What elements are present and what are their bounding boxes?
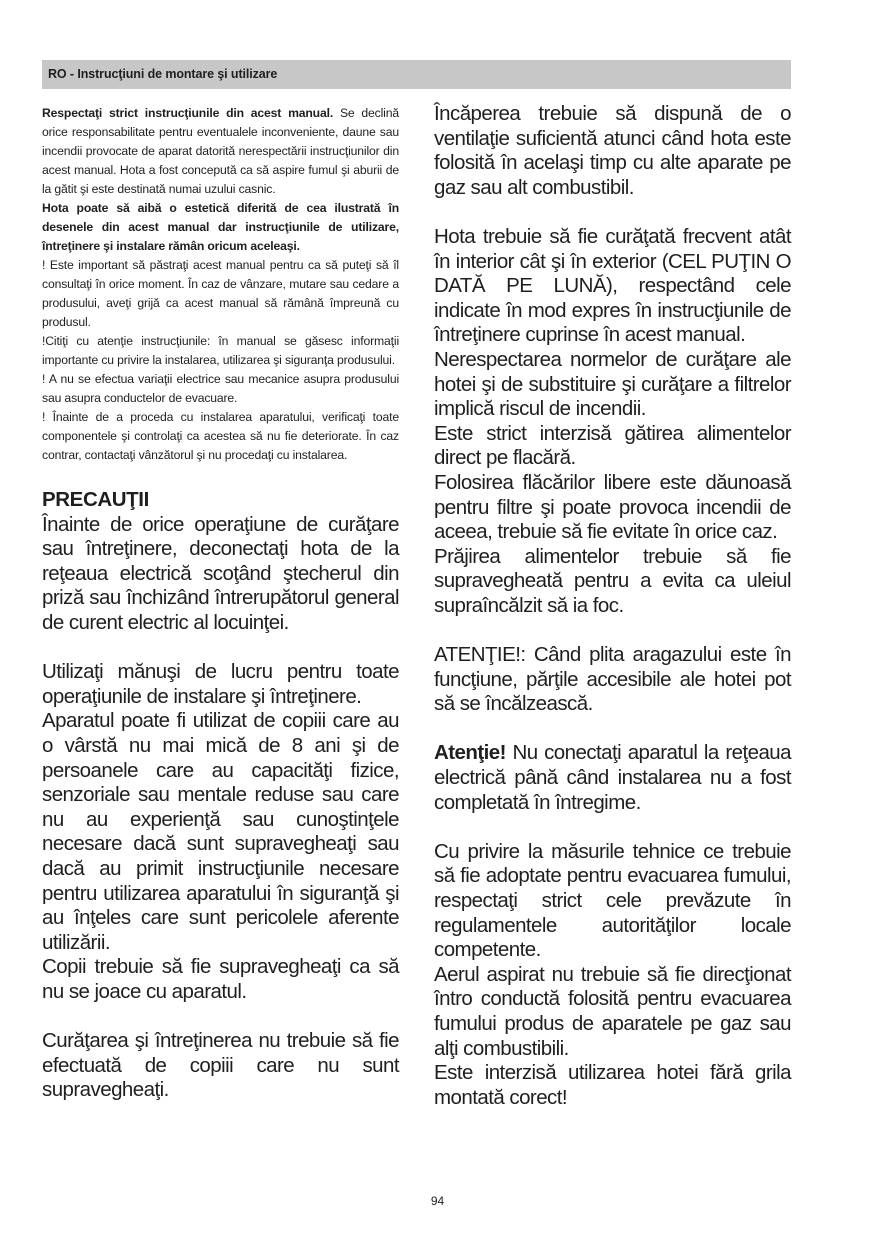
precautions-heading: PRECAUŢII [42, 488, 149, 511]
check-components-note: ! Înainte de a proceda cu instalarea aparatului, verificaţi toate componentele şi controlaţi ca acestea să nu fie deteriorate. În caz contrar, contactaţi vânzătorul şi nu procedaţi cu instalarea. [42, 410, 399, 462]
connection-warning-lead: Atenţie! [434, 741, 506, 765]
fire-risk-paragraph: Nerespectarea normelor de curăţare ale hotei şi de substituire şi curăţare a filtrelor implică riscul de incendii. [434, 347, 791, 421]
precaution-gloves: Utilizaţi mănuşi de lucru pentru toate operaţiunile de instalare şi întreţinere. [42, 660, 399, 708]
precautions-body [42, 513, 399, 1103]
section-header [42, 60, 791, 89]
open-flames-paragraph: Folosirea flăcărilor libere este dăunoasă pentru filtre şi poate provoca incendii de aceea, trebuie să fie evitate în orice caz. [434, 470, 791, 544]
air-duct-paragraph: Aerul aspirat nu trebuie să fie direcţionat întro conductă folosită pentru evacuarea fumului produs de aparatele pe gaz sau alţi combustibili. [434, 962, 791, 1060]
exhaust-regulations-paragraph: Cu privire la măsurile tehnice ce trebuie să fie adoptate pentru evacuarea fumului, respectaţi strict cele prevăzute în regulamentele autorităţilor locale competente. [434, 839, 791, 962]
precaution-children-cleaning: Curăţarea şi întreţinerea nu trebuie să fie efectuată de copiii care nu sunt supravegheaţi. [42, 1029, 399, 1102]
precaution-children-play: Copii trebuie să fie supravegheaţi ca să nu se joace cu aparatul. [42, 955, 399, 1003]
section-header-title: RO - Instrucţiuni de montare şi utilizare [48, 67, 278, 81]
connection-warning-text: Nu conectaţi aparatul la reţeaua electrică până când instalarea nu a fost completată în întregime. [434, 741, 791, 814]
cleaning-paragraph: Hota trebuie să fie curăţată frecvent atât în interior cât şi în exterior (CEL PUŢIN O DATĂ PE LUNĂ), respectând cele indicate în mod expres în instrucţiunile de întreţinere cuprinse în acest manual. [434, 224, 791, 347]
right-column [434, 102, 791, 1110]
aesthetic-note: Hota poate să aibă o estetică diferită de cea ilustrată în desenele din acest manual dar instrucţiunile de utilizare, întreţinere şi instalare rămân oricum aceleaşi. [42, 201, 399, 253]
flame-cooking-paragraph: Este strict interzisă gătirea alimentelor direct pe flacără. [434, 421, 791, 470]
grille-warning-paragraph: Este interzisă utilizarea hotei fără grila montată corect! [434, 1061, 791, 1109]
general-instructions [42, 104, 399, 465]
ventilation-paragraph: Încăperea trebuie să dispună de o ventilaţie suficientă atunci când hota este folosită în acelaşi timp cu alte aparate pe gaz sau alt combustibil. [434, 102, 791, 199]
read-instructions-note: !Citiţi cu atenţie instrucţiunile: în manual se găsesc informaţii importante cu privire la instalarea, utilizarea şi siguranţa produsului. [42, 334, 399, 367]
responsibility-text: Se declină orice responsabilitate pentru eventualele inconveniente, daune sau incendii provocate de aparat datorită nerespectării instrucţiunilor din acest manual. Hota a fost concepută ca să aspire fumul şi aburii de la gătit şi este destinată numai uzului casnic. [42, 106, 400, 196]
frying-paragraph: Prăjirea alimentelor trebuie să fie supravegheată pentru a evita ca uleiul supraîncălzit să ia foc. [434, 544, 791, 617]
keep-manual-note: ! Este important să păstraţi acest manual pentru ca să puteţi să îl consultaţi în orice moment. În caz de vânzare, mutare sau cedare a produsului, aveţi grijă ca acest manual să rămână împreună cu produsul. [42, 258, 399, 329]
page-number: 94 [430, 1194, 445, 1208]
no-modifications-note: ! A nu se efectua variaţii electrice sau mecanice asupra produsului sau asupra conductelor de evacuare. [42, 372, 399, 405]
precaution-disconnect: Înainte de orice operaţiune de curăţare sau întreţinere, deconectaţi hota de la reţeaua electrică scoţând ştecherul din priză sau închizând întrerupătorul general de curent electric al locuinţei. [42, 512, 399, 634]
responsibility-lead: Respectaţi strict instrucţiunile din acest manual. [42, 106, 334, 120]
responsibility-paragraph [42, 104, 399, 199]
connection-warning [434, 741, 791, 815]
left-column [42, 104, 399, 1103]
precaution-children-use: Aparatul poate fi utilizat de copiii care au o vârstă nu mai mică de 8 ani şi de persoanele care au capacităţi fizice, senzoriale sau mentale reduse sau care nu au experienţă sau cunoştinţele necesare dacă sunt supravegheaţi sau dacă au primit instrucţiunile necesare pentru utilizarea aparatului în siguranţă şi au înţeles care sunt pericolele aferente utilizării. [42, 709, 399, 954]
hot-parts-warning: ATENŢIE!: Când plita aragazului este în funcţiune, părţile accesibile ale hotei pot să se încălzească. [434, 643, 791, 716]
